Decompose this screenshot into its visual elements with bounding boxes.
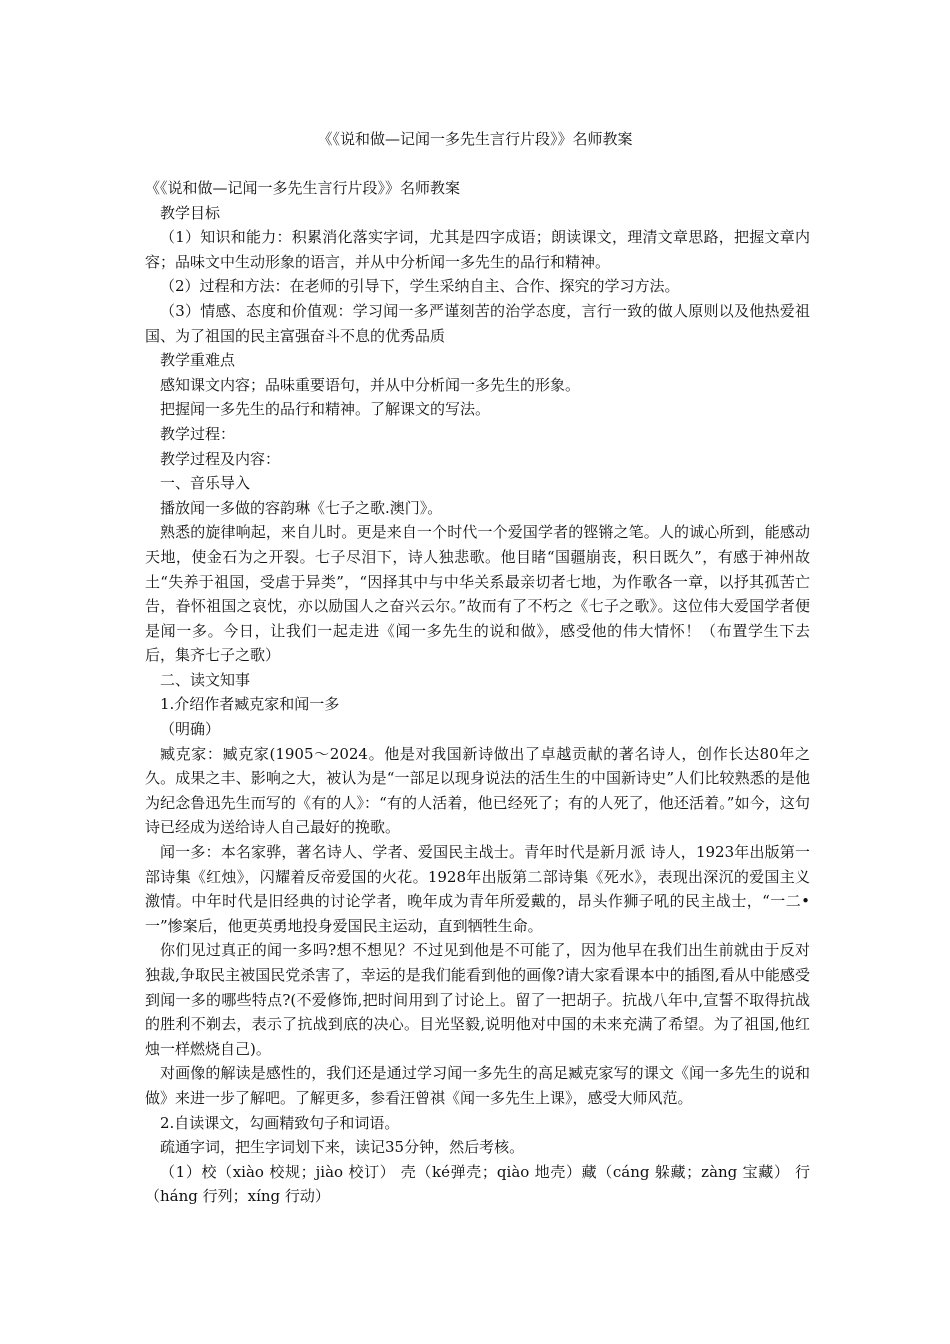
page-title: 《《说和做—记闻一多先生言行片段》》名师教案 (317, 130, 633, 148)
paragraph-portrait-reading: 对画像的解读是感性的，我们还是通过学习闻一多先生的高足臧克家写的课文《闻一多先生的说和做》来进一步了解吧。了解更多，参看汪曾祺《闻一多先生上课》，感受大师风范。 (145, 1064, 810, 1107)
goal-process: （2）过程和方法：在老师的引导下，学生采纳自主、合作、探究的学习方法。 (160, 277, 680, 296)
paragraph-portrait: 你们见过真正的闻一多吗?想不想见？不过见到他是不可能了，因为他早在我们出生前就由于反对独裁,争取民主被国民党杀害了，幸运的是我们能看到他的画像?请大家看课本中的插图,看从中能感受到闻一多的哪些特点?(不爱修饰,把时间用到了讨论上。留了一把胡子。抗战八年中,宣誓不取得抗战的胜利不剃去，表示了抗战到底的决心。目光坚毅,说明他对中国的未来充满了希望。为了祖国,他红烛一样燃烧自己)。 (145, 941, 810, 1058)
paragraph-vocabulary: 疏通字词，把生字词划下来，读记35分钟，然后考核。 (160, 1138, 525, 1157)
subsection-authors: 1.介绍作者臧克家和闻一多 (160, 695, 340, 714)
key-point-1: 感知课文内容；品味重要语句，并从中分析闻一多先生的形象。 (160, 375, 581, 394)
subsection-self-reading: 2.自读课文，勾画精致句子和词语。 (160, 1113, 400, 1132)
label-clarify: （明确） (160, 720, 221, 739)
section-reading: 二、读文知事 (160, 670, 251, 689)
heading-process-content: 教学过程及内容： (160, 449, 281, 468)
paragraph-zang-kejia: 臧克家：臧克家(1905～2024。他是对我国新诗做出了卓越贡献的著名诗人，创作长达80年之久。成果之丰、影响之大，被认为是“一部足以现身说法的活生生的中国新诗史”人们比较熟悉的是他为纪念鲁迅先生而写的《有的人》：“有的人活着，他已经死了；有的人死了，他还活着。”如今，这句诗已经成为送给诗人自己最好的挽歌。 (145, 744, 810, 837)
heading-process: 教学过程： (160, 424, 236, 443)
goal-knowledge: （1）知识和能力：积累消化落实字词，尤其是四字成语；朗读课文，理清文章思路，把握文章内容；品味文中生动形象的语言，并从中分析闻一多先生的品行和精神。 (145, 228, 810, 271)
heading-teaching-goals: 教学目标 (160, 203, 221, 222)
heading-key-points: 教学重难点 (160, 351, 236, 370)
paragraph-wen-yiduo: 闻一多：本名家骅，著名诗人、学者、爱国民主战士。青年时代是新月派 诗人，1923年出版第一部诗集《红烛》，闪耀着反帝爱国的火花。1928年出版第二部诗集《死水》，表现出深沉的爱国主义激情。中年时代是旧经典的讨论学者，晚年成为青年所爱戴的，昂头作狮子吼的民主战士，“一二•一”惨案后，他更英勇地投身爱国民主运动，直到牺牲生命。 (145, 843, 810, 935)
paragraph-intro-text: 熟悉的旋律响起，来自儿时。更是来自一个时代一个爱国学者的铿锵之笔。人的诚心所到，能感动天地，使金石为之开裂。七子尽泪下，诗人独悲歌。他目睹“国疆崩丧，积日既久”，有感于神州故土“失养于祖国，受虐于异类”，“因择其中与中华关系最亲切者七地，为作歌各一章，以抒其孤苦亡告，眷怀祖国之哀忱，亦以励国人之奋兴云尔。”故而有了不朽之《七子之歌》。这位伟大爱国学者便是闻一多。今日，让我们一起走进《闻一多先生的说和做》，感受他的伟大情怀！（布置学生下去后，集齐七子之歌） (145, 523, 810, 665)
document-body (145, 176, 810, 1209)
paragraph-pronunciation: （1）校（xiào 校规；jiào 校订） 壳（ké弹壳；qiào 地壳）藏（cáng 躲藏；zàng 宝藏） 行（háng 行列；xíng 行动） (145, 1162, 810, 1206)
paragraph-play-song: 播放闻一多做的容韵琳《七子之歌.澳门》。 (160, 498, 443, 517)
goal-values: （3）情感、态度和价值观：学习闻一多严谨刻苦的治学态度，言行一致的做人原则以及他热爱祖国、为了祖国的民主富强奋斗不息的优秀品质 (145, 301, 810, 345)
body-title: 《《说和做—记闻一多先生言行片段》》名师教案 (145, 179, 461, 197)
key-point-2: 把握闻一多先生的品行和精神。了解课文的写法。 (160, 400, 491, 419)
section-music-intro: 一、音乐导入 (160, 474, 251, 493)
